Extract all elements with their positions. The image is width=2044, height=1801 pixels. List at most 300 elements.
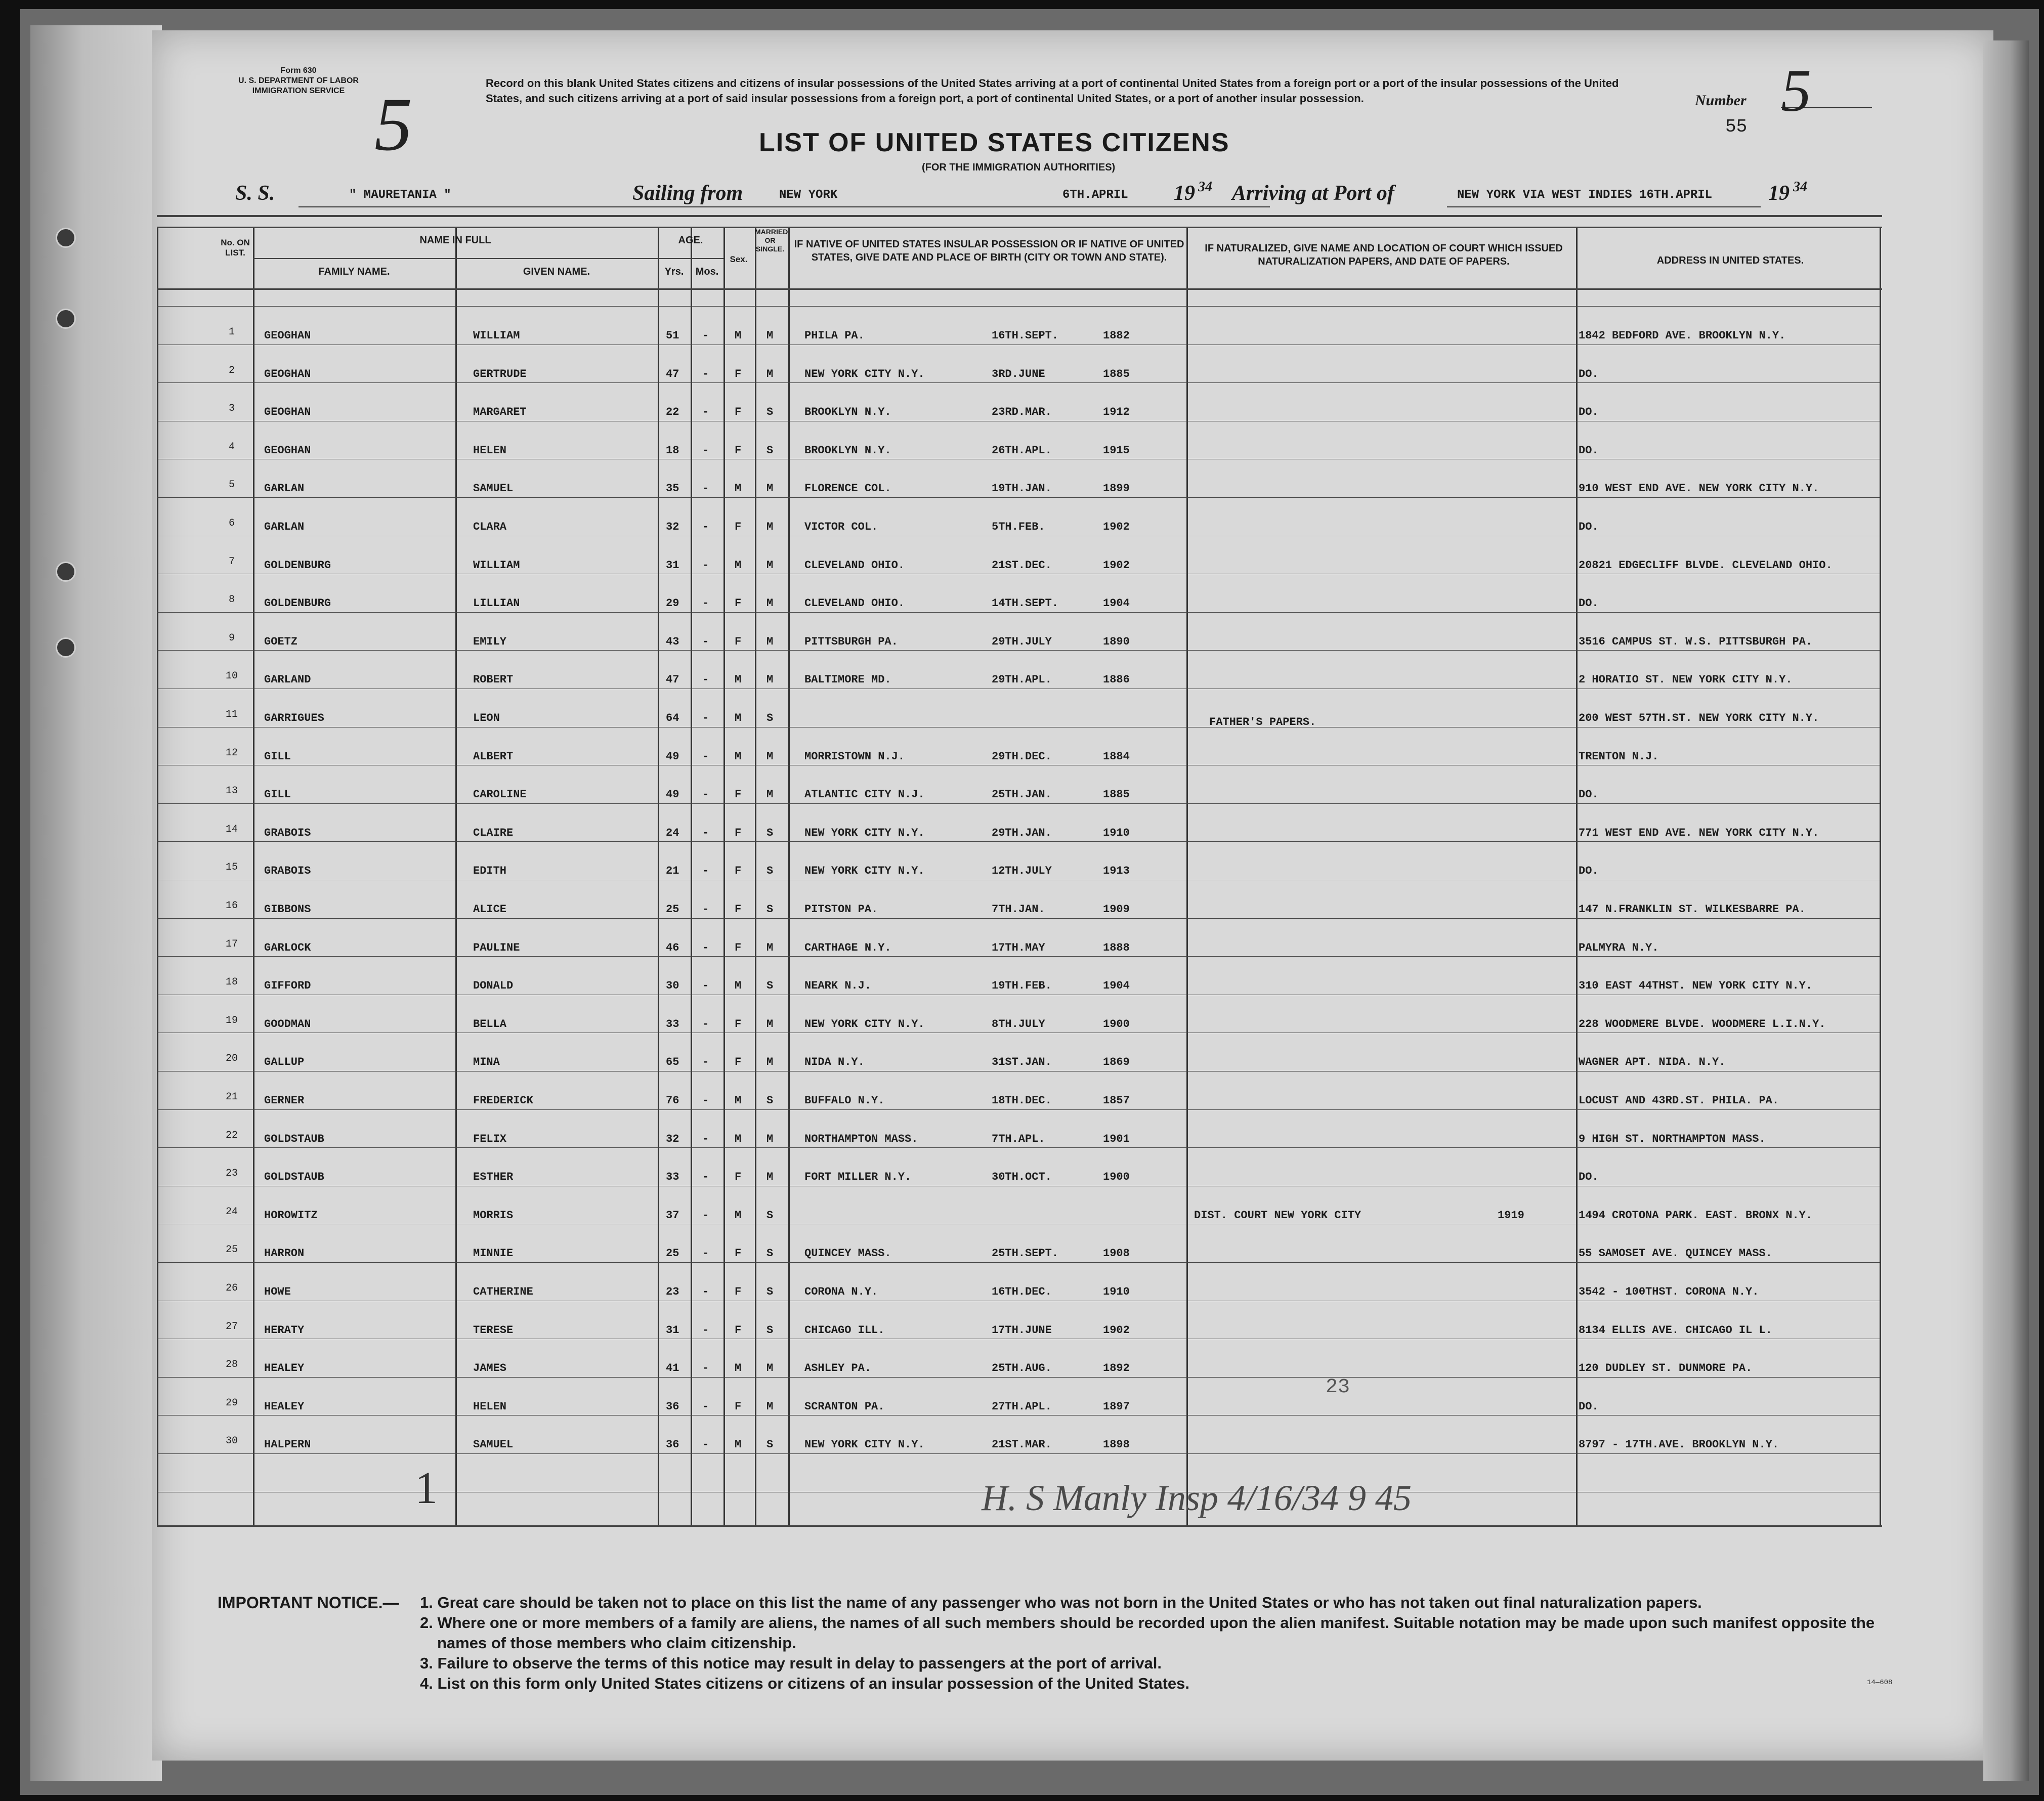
age-months-cell: -: [702, 788, 709, 801]
row-number: 19: [225, 1014, 238, 1026]
age-months-cell: -: [702, 1132, 709, 1145]
notice-item: 1. Great care should be taken not to place on this list the name of any passenger who was not born in the United States or who has not taken out final naturalization papers.: [420, 1594, 1702, 1611]
header-mos: Mos.: [695, 266, 719, 277]
given-name-cell: MINA: [473, 1056, 500, 1069]
sex-cell: F: [735, 941, 742, 954]
family-name-cell: GARLOCK: [264, 941, 311, 954]
age-years-cell: 36: [666, 1400, 679, 1413]
row-number: 21: [225, 1091, 238, 1103]
birth-date-cell: 7TH.JAN.: [992, 903, 1045, 916]
marital-cell: M: [766, 750, 774, 763]
sex-cell: F: [735, 903, 742, 916]
sex-cell: F: [735, 597, 742, 610]
binder-hole: [56, 228, 76, 248]
age-months-cell: -: [702, 1285, 709, 1298]
birth-place-cell: NORTHAMPTON MASS.: [804, 1132, 918, 1145]
birth-year-cell: 1910: [1103, 1285, 1130, 1298]
family-name-cell: GOODMAN: [264, 1017, 311, 1031]
family-name-cell: GOLDSTAUB: [264, 1171, 324, 1184]
marital-cell: M: [766, 559, 774, 572]
age-months-cell: -: [702, 750, 709, 763]
address-cell: 3542 - 100THST. CORONA N.Y.: [1579, 1285, 1759, 1298]
header-naturalized: IF NATURALIZED, GIVE NAME AND LOCATION OF COURT WHICH ISSUED NATURALIZATION PAPERS, AND DATE OF PAPERS.: [1205, 243, 1563, 267]
birth-date-cell: 17TH.JUNE: [992, 1323, 1052, 1337]
marital-cell: S: [766, 406, 774, 419]
birth-date-cell: 21ST.MAR.: [992, 1438, 1052, 1451]
age-months-cell: -: [702, 1094, 709, 1107]
birth-place-cell: NEW YORK CITY N.Y.: [804, 865, 925, 878]
row-number: 18: [225, 976, 238, 989]
address-cell: 20821 EDGECLIFF BLVDE. CLEVELAND OHIO.: [1579, 559, 1833, 572]
birth-place-cell: BROOKLYN N.Y.: [804, 444, 891, 457]
birth-year-cell: 1899: [1103, 482, 1130, 495]
sailing-underline: [754, 206, 1270, 207]
family-name-cell: GOLDENBURG: [264, 597, 331, 610]
address-cell: DO.: [1579, 444, 1599, 457]
birth-place-cell: BROOKLYN N.Y.: [804, 406, 891, 419]
age-years-cell: 30: [666, 979, 679, 993]
row-number: 20: [225, 1053, 238, 1065]
age-years-cell: 41: [666, 1362, 679, 1375]
form-instructions: Record on this blank United States citizens and citizens of insular possessions of the United States arriving at a port of continental United States from a foreign port or a port of the insular possessions of the United States, and such citizens arriving at a port of said insular possessions from a foreign port, a port of continental United States, or a port of another insular possession.: [486, 77, 1619, 105]
row-number: 1: [228, 326, 235, 338]
birth-date-cell: 5TH.FEB.: [992, 521, 1045, 533]
age-years-cell: 24: [666, 826, 679, 839]
form-identifier: [192, 66, 405, 96]
row-number: 14: [225, 823, 238, 835]
arriving-label: Arriving at Port of: [1232, 182, 1394, 205]
birth-date-cell: 30TH.OCT.: [992, 1171, 1052, 1184]
given-name-cell: FELIX: [473, 1132, 507, 1145]
sex-cell: F: [735, 1247, 742, 1260]
sex-cell: M: [735, 1362, 742, 1375]
row-number: 16: [225, 900, 238, 912]
birth-date-cell: 25TH.SEPT.: [992, 1247, 1059, 1260]
age-years-cell: 64: [666, 712, 679, 724]
ss-label: S. S.: [235, 182, 275, 205]
age-months-cell: -: [702, 941, 709, 954]
row-number: 24: [225, 1206, 238, 1218]
birth-date-cell: 7TH.APL.: [992, 1132, 1045, 1145]
row-number: 8: [228, 594, 235, 606]
given-name-cell: ROBERT: [473, 673, 514, 687]
given-name-cell: SAMUEL: [473, 1438, 514, 1451]
age-months-cell: -: [702, 635, 709, 648]
sail-year-prefix: 19: [1174, 182, 1195, 205]
given-name-cell: SAMUEL: [473, 482, 514, 495]
family-name-cell: GIBBONS: [264, 903, 311, 916]
notice-item: 4. List on this form only United States citizens or citizens of an insular possession of the United States.: [420, 1675, 1189, 1692]
sex-cell: F: [735, 1017, 742, 1031]
row-number: 6: [228, 518, 235, 529]
marital-cell: S: [766, 1323, 774, 1337]
given-name-cell: HELEN: [473, 1400, 507, 1413]
birth-date-cell: 8TH.JULY: [992, 1017, 1045, 1031]
birth-year-cell: 1897: [1103, 1400, 1130, 1413]
sex-cell: M: [735, 1438, 742, 1451]
row-number: 11: [225, 709, 238, 720]
birth-year-cell: 1902: [1103, 1323, 1130, 1337]
birth-place-cell: CLEVELAND OHIO.: [804, 559, 905, 572]
page-edge: [1983, 40, 2029, 1781]
binder-hole: [56, 637, 76, 658]
sex-cell: F: [735, 406, 742, 419]
birth-date-cell: 3RD.JUNE: [992, 367, 1045, 380]
given-name-cell: LEON: [473, 712, 500, 724]
marital-cell: S: [766, 903, 774, 916]
age-months-cell: -: [702, 1362, 709, 1375]
age-years-cell: 23: [666, 1285, 679, 1298]
age-years-cell: 29: [666, 597, 679, 610]
birth-year-cell: 1900: [1103, 1171, 1130, 1184]
marital-cell: M: [766, 521, 774, 533]
given-name-cell: LILLIAN: [473, 597, 520, 610]
birth-year-cell: 1902: [1103, 559, 1130, 572]
marital-cell: S: [766, 1094, 774, 1107]
age-years-cell: 32: [666, 1132, 679, 1145]
voyage-line: [233, 181, 1902, 211]
family-name-cell: GEOGHAN: [264, 367, 311, 380]
age-years-cell: 25: [666, 903, 679, 916]
family-name-cell: GARLAN: [264, 521, 305, 533]
age-years-cell: 65: [666, 1056, 679, 1069]
age-years-cell: 18: [666, 444, 679, 457]
address-cell: 200 WEST 57TH.ST. NEW YORK CITY N.Y.: [1579, 712, 1819, 724]
birth-place-cell: CLEVELAND OHIO.: [804, 597, 905, 610]
age-years-cell: 25: [666, 1247, 679, 1260]
sex-cell: F: [735, 444, 742, 457]
notice-item: 2. Where one or more members of a family are aliens, the names of all such members should be recorded upon the alien manifest. Suitable notation may be made upon such manifest opposite the names of those members who claim citizenship.: [420, 1614, 1875, 1652]
birth-place-cell: ASHLEY PA.: [804, 1362, 872, 1375]
address-cell: TRENTON N.J.: [1579, 750, 1659, 763]
age-years-cell: 49: [666, 750, 679, 763]
birth-place-cell: SCRANTON PA.: [804, 1400, 885, 1413]
row-number: 17: [225, 938, 238, 950]
age-months-cell: -: [702, 865, 709, 878]
sex-cell: M: [735, 329, 742, 342]
birth-year-cell: 1890: [1103, 635, 1130, 648]
row-number: 2: [228, 364, 235, 376]
birth-date-cell: 16TH.DEC.: [992, 1285, 1052, 1298]
address-cell: 310 EAST 44THST. NEW YORK CITY N.Y.: [1579, 979, 1813, 993]
birth-year-cell: 1882: [1103, 329, 1130, 342]
age-years-cell: 49: [666, 788, 679, 801]
given-name-cell: HELEN: [473, 444, 507, 457]
family-name-cell: HALPERN: [264, 1438, 311, 1451]
notice-items: [420, 1593, 1928, 1694]
marital-cell: M: [766, 1400, 774, 1413]
birth-year-cell: 1902: [1103, 521, 1130, 533]
given-name-cell: FREDERICK: [473, 1094, 533, 1107]
row-number: 9: [228, 632, 235, 644]
family-name-cell: HERATY: [264, 1323, 305, 1337]
family-name-cell: GERNER: [264, 1094, 305, 1107]
family-name-cell: HOROWITZ: [264, 1209, 318, 1222]
birth-year-cell: 1913: [1103, 865, 1130, 878]
birth-date-cell: 23RD.MAR.: [992, 406, 1052, 419]
birth-place-cell: BALTIMORE MD.: [804, 673, 891, 687]
naturalization-cell: DIST. COURT NEW YORK CITY: [1194, 1209, 1361, 1222]
marital-cell: M: [766, 329, 774, 342]
age-months-cell: -: [702, 903, 709, 916]
birth-place-cell: PITTSBURGH PA.: [804, 635, 898, 648]
handwritten-one: 1: [415, 1463, 438, 1513]
sex-cell: M: [735, 482, 742, 495]
address-cell: DO.: [1579, 865, 1599, 878]
arrival-underline: [1447, 206, 1761, 207]
given-name-cell: ALBERT: [473, 750, 514, 763]
birth-date-cell: 17TH.MAY: [992, 941, 1045, 954]
handwritten-mark: 5: [374, 82, 412, 166]
marital-cell: S: [766, 826, 774, 839]
row-number: 26: [225, 1282, 238, 1294]
sex-cell: F: [735, 1400, 742, 1413]
given-name-cell: CLAIRE: [473, 826, 514, 839]
header-address: ADDRESS IN UNITED STATES.: [1656, 255, 1804, 266]
age-months-cell: -: [702, 1323, 709, 1337]
sailing-date: 6TH.APRIL: [1062, 188, 1128, 202]
birth-date-cell: 27TH.APL.: [992, 1400, 1052, 1413]
family-name-cell: GALLUP: [264, 1056, 305, 1069]
family-name-cell: GARLAND: [264, 673, 311, 687]
row-number: 10: [225, 670, 238, 682]
age-months-cell: -: [702, 444, 709, 457]
birth-year-cell: 1909: [1103, 903, 1130, 916]
birth-year-cell: 1908: [1103, 1247, 1130, 1260]
given-name-cell: CATHERINE: [473, 1285, 533, 1298]
family-name-cell: GIFFORD: [264, 979, 311, 993]
address-cell: 228 WOODMERE BLVDE. WOODMERE L.I.N.Y.: [1579, 1017, 1826, 1031]
age-months-cell: -: [702, 367, 709, 380]
age-years-cell: 46: [666, 941, 679, 954]
birth-year-cell: 1888: [1103, 941, 1130, 954]
birth-place-cell: BUFFALO N.Y.: [804, 1094, 885, 1107]
marital-cell: S: [766, 1285, 774, 1298]
address-cell: 771 WEST END AVE. NEW YORK CITY N.Y.: [1579, 826, 1819, 839]
notice-heading: IMPORTANT NOTICE.—: [218, 1594, 399, 1612]
family-name-cell: GOLDSTAUB: [264, 1132, 324, 1145]
sex-cell: F: [735, 826, 742, 839]
sailing-port: NEW YORK: [779, 188, 838, 202]
birth-year-cell: 1915: [1103, 444, 1130, 457]
arrival-year-suffix: 34: [1793, 179, 1807, 195]
sex-cell: F: [735, 865, 742, 878]
birth-year-cell: 1886: [1103, 673, 1130, 687]
service-name: IMMIGRATION SERVICE: [252, 87, 345, 95]
age-years-cell: 37: [666, 1209, 679, 1222]
address-cell: DO.: [1579, 406, 1599, 419]
birth-year-cell: 1884: [1103, 750, 1130, 763]
family-name-cell: GILL: [264, 750, 291, 763]
birth-place-cell: VICTOR COL.: [804, 521, 878, 533]
sex-cell: M: [735, 559, 742, 572]
marital-cell: M: [766, 367, 774, 380]
naturalization-cell: FATHER'S PAPERS.: [1209, 716, 1316, 728]
row-number: 15: [225, 862, 238, 874]
given-name-cell: EMILY: [473, 635, 507, 648]
birth-year-cell: 1910: [1103, 826, 1130, 839]
birth-date-cell: 29TH.JAN.: [992, 826, 1052, 839]
birth-place-cell: CHICAGO ILL.: [804, 1323, 885, 1337]
marital-cell: S: [766, 1209, 774, 1222]
family-name-cell: GEOGHAN: [264, 406, 311, 419]
birth-year-cell: 1900: [1103, 1017, 1130, 1031]
binder-hole: [56, 562, 76, 582]
row-number: 23: [225, 1168, 238, 1180]
birth-place-cell: PHILA PA.: [804, 329, 865, 342]
document-title: LIST OF UNITED STATES CITIZENS: [759, 128, 1230, 157]
birth-year-cell: 1857: [1103, 1094, 1130, 1107]
age-years-cell: 43: [666, 635, 679, 648]
address-cell: 147 N.FRANKLIN ST. WILKESBARRE PA.: [1579, 903, 1806, 916]
address-cell: DO.: [1579, 1400, 1599, 1413]
given-name-cell: DONALD: [473, 979, 514, 993]
sex-cell: F: [735, 635, 742, 648]
row-number: 28: [225, 1359, 238, 1371]
age-months-cell: -: [702, 712, 709, 724]
birth-date-cell: 14TH.SEPT.: [992, 597, 1059, 610]
address-cell: DO.: [1579, 597, 1599, 610]
birth-date-cell: 21ST.DEC.: [992, 559, 1052, 572]
family-name-cell: HARRON: [264, 1247, 305, 1260]
birth-year-cell: 1869: [1103, 1056, 1130, 1069]
header-family-name: FAMILY NAME.: [318, 266, 390, 277]
sex-cell: M: [735, 712, 742, 724]
given-name-cell: CAROLINE: [473, 788, 527, 801]
family-name-cell: HEALEY: [264, 1362, 305, 1375]
header-name-in-full: NAME IN FULL: [419, 235, 491, 246]
birth-place-cell: PITSTON PA.: [804, 903, 878, 916]
age-months-cell: -: [702, 482, 709, 495]
header-age: AGE.: [678, 235, 703, 246]
sex-cell: F: [735, 521, 742, 533]
birth-date-cell: 29TH.APL.: [992, 673, 1052, 687]
header-given-name: GIVEN NAME.: [523, 266, 590, 277]
marital-cell: M: [766, 788, 774, 801]
age-years-cell: 31: [666, 1323, 679, 1337]
header-sex: Sex.: [730, 254, 748, 264]
family-name-cell: GRABOIS: [264, 826, 311, 839]
department-name: U. S. DEPARTMENT OF LABOR: [238, 76, 359, 85]
sex-cell: M: [735, 979, 742, 993]
age-years-cell: 31: [666, 559, 679, 572]
birth-date-cell: 26TH.APL.: [992, 444, 1052, 457]
given-name-cell: MINNIE: [473, 1247, 514, 1260]
address-cell: DO.: [1579, 1171, 1599, 1184]
given-name-cell: CLARA: [473, 521, 507, 533]
birth-date-cell: 19TH.FEB.: [992, 979, 1052, 993]
header-yrs: Yrs.: [664, 266, 684, 277]
sailing-label: Sailing from: [632, 182, 743, 205]
birth-place-cell: NEW YORK CITY N.Y.: [804, 1438, 925, 1451]
address-cell: 2 HORATIO ST. NEW YORK CITY N.Y.: [1579, 673, 1793, 687]
given-name-cell: JAMES: [473, 1362, 507, 1375]
address-cell: 1842 BEDFORD AVE. BROOKLYN N.Y.: [1579, 329, 1786, 342]
age-years-cell: 47: [666, 367, 679, 380]
age-months-cell: -: [702, 1400, 709, 1413]
birth-place-cell: CORONA N.Y.: [804, 1285, 878, 1298]
notice-item: 3. Failure to observe the terms of this notice may result in delay to passengers at the port of arrival.: [420, 1654, 1162, 1672]
birth-date-cell: 29TH.JULY: [992, 635, 1052, 648]
arrival-port: NEW YORK VIA WEST INDIES 16TH.APRIL: [1457, 188, 1713, 202]
given-name-cell: EDITH: [473, 865, 507, 878]
birth-date-cell: 25TH.AUG.: [992, 1362, 1052, 1375]
number-handwritten: 5: [1781, 57, 1811, 124]
birth-place-cell: NEW YORK CITY N.Y.: [804, 367, 925, 380]
age-years-cell: 51: [666, 329, 679, 342]
sex-cell: F: [735, 1056, 742, 1069]
age-months-cell: -: [702, 673, 709, 687]
birth-place-cell: FORT MILLER N.Y.: [804, 1171, 912, 1184]
family-name-cell: GEOGHAN: [264, 444, 311, 457]
age-months-cell: -: [702, 826, 709, 839]
family-name-cell: HEALEY: [264, 1400, 305, 1413]
birth-date-cell: 16TH.SEPT.: [992, 329, 1059, 342]
marital-cell: M: [766, 597, 774, 610]
form-code: 14—608: [1867, 1679, 1893, 1687]
age-months-cell: -: [702, 1209, 709, 1222]
sex-cell: F: [735, 788, 742, 801]
marital-cell: M: [766, 635, 774, 648]
birth-place-cell: CARTHAGE N.Y.: [804, 941, 891, 954]
birth-year-cell: 1904: [1103, 597, 1130, 610]
sex-cell: F: [735, 367, 742, 380]
birth-year-cell: 1885: [1103, 367, 1130, 380]
family-name-cell: GARLAN: [264, 482, 305, 495]
address-cell: 9 HIGH ST. NORTHAMPTON MASS.: [1579, 1132, 1766, 1145]
birth-place-cell: NIDA N.Y.: [804, 1056, 865, 1069]
birth-date-cell: 31ST.JAN.: [992, 1056, 1052, 1069]
document-subtitle: (FOR THE IMMIGRATION AUTHORITIES): [922, 162, 1116, 173]
age-years-cell: 32: [666, 521, 679, 533]
birth-year-cell: 1885: [1103, 788, 1130, 801]
address-cell: 1494 CROTONA PARK. EAST. BRONX N.Y.: [1579, 1209, 1813, 1222]
birth-year-cell: 1904: [1103, 979, 1130, 993]
age-years-cell: 21: [666, 865, 679, 878]
age-years-cell: 36: [666, 1438, 679, 1451]
header-birth: IF NATIVE OF UNITED STATES INSULAR POSSESSION OR IF NATIVE OF UNITED STATES, GIVE DATE AND PLACE OF BIRTH (CITY OR TOWN AND STATE).: [794, 239, 1184, 263]
given-name-cell: MORRIS: [473, 1209, 514, 1222]
sex-cell: M: [735, 1209, 742, 1222]
page-reference: 55: [1725, 116, 1748, 137]
header-marital: MARRIED OR SINGLE.: [755, 228, 788, 253]
age-years-cell: 33: [666, 1171, 679, 1184]
marital-cell: S: [766, 979, 774, 993]
age-years-cell: 76: [666, 1094, 679, 1107]
sail-year-suffix: 34: [1198, 179, 1212, 195]
birth-place-cell: QUINCEY MASS.: [804, 1247, 891, 1260]
family-name-cell: GARRIGUES: [264, 712, 324, 724]
given-name-cell: BELLA: [473, 1017, 507, 1031]
family-name-cell: GEOGHAN: [264, 329, 311, 342]
address-cell: DO.: [1579, 521, 1599, 533]
naturalization-year-cell: 1919: [1498, 1209, 1524, 1222]
birth-date-cell: 25TH.JAN.: [992, 788, 1052, 801]
marital-cell: M: [766, 1017, 774, 1031]
family-name-cell: GOLDENBURG: [264, 559, 331, 572]
row-number: 3: [228, 403, 235, 415]
family-name-cell: GRABOIS: [264, 865, 311, 878]
family-name-cell: GILL: [264, 788, 291, 801]
row-number: 4: [228, 441, 235, 453]
given-name-cell: ALICE: [473, 903, 507, 916]
age-years-cell: 47: [666, 673, 679, 687]
number-label: Number: [1695, 92, 1747, 109]
age-months-cell: -: [702, 979, 709, 993]
binder-hole: [56, 309, 76, 329]
ship-name: " MAURETANIA ": [349, 188, 451, 202]
age-months-cell: -: [702, 559, 709, 572]
